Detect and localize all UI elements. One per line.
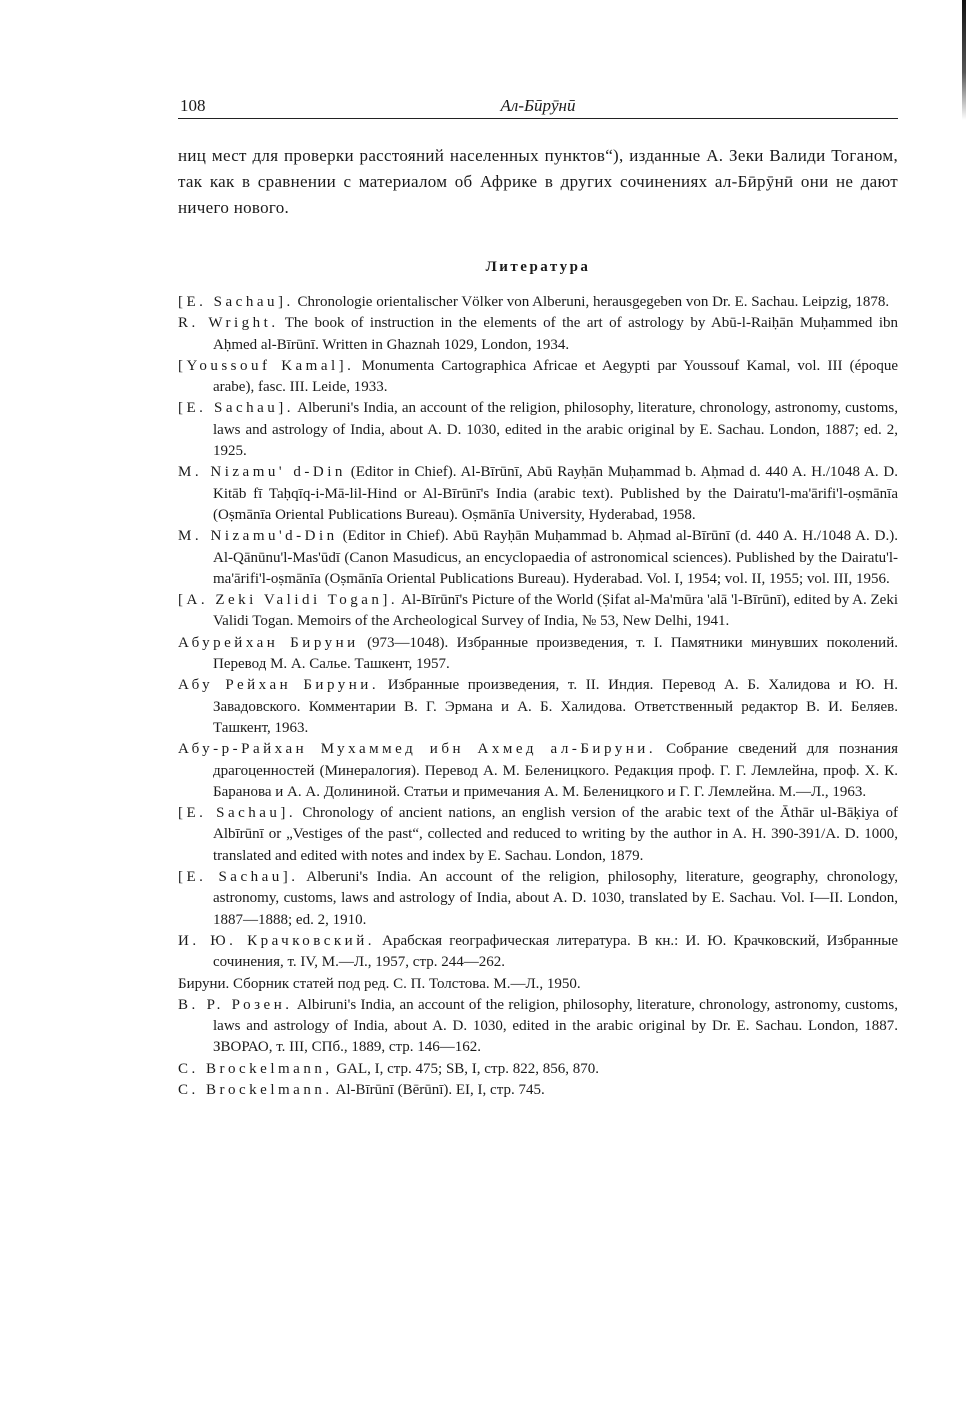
entry-author: M. Nizamu' d-Din: [178, 464, 346, 481]
entry-author: И. Ю. Крачковский.: [178, 932, 375, 949]
section-title: Литература: [485, 259, 591, 275]
entry-text: Арабская географическая литература. В кн.: И. Ю. Крачковский, Избранные сочинения, т. IV, М.—Л., 1957, стр. 244—262.: [213, 932, 898, 971]
entry-author: [Youssouf Kamal].: [178, 357, 355, 374]
entry-author: M. Nizamu'd-Din: [178, 528, 338, 545]
entry-text: (973—1048). Избранные произведения, т. I. Памятники минувших поколений. Перевод М. А. Салье. Ташкент, 1957.: [213, 634, 898, 673]
page-number: 108: [180, 96, 206, 115]
book-page: [178, 92, 898, 1101]
bibliography-entry: [178, 995, 898, 1059]
bibliography-entry: [178, 867, 898, 931]
bibliography-entry: [178, 313, 898, 356]
entry-author: [E. Sachau].: [178, 869, 299, 886]
entry-text: Chronology of ancient nations, an english version of the arabic text of the Āthār ul-Bāḳiya of Albīrūnī or „Vestiges of the past“, collected and reduced to writing by the author in A. H. 390-391/A. D. 1000, translated and edited with notes and index by E. Sachau. London, 1879.: [213, 805, 899, 864]
bibliography-entry: [178, 1059, 898, 1080]
bibliography-entry: [178, 356, 898, 399]
entry-author: [E. Sachau].: [178, 294, 294, 310]
entry-text: Alberuni's India, an account of the religion, philosophy, literature, chronology, astronomy, customs, laws and astrology of India, about A. D. 1030, edited in the arabic original by E. Sachau. London, 1887; ed. 2, 1925.: [213, 400, 898, 460]
entry-text: Albiruni's India, an account of the religion, philosophy, literature, chronology, astronomy, customs, laws and astrology of India, about A. D. 1030, edited in the arabic original by Dr. E. Sachau. London, 1887. ЗВОРАО, т. III, СПб., 1889, стр. 146—162.: [213, 996, 898, 1056]
entry-text: The book of instruction in the elements of the art of astrology by Abū-l-Raiḥān Muḥammed ibn Aḥmed al-Bīrūnī. Written in Ghaznah 1029, London, 1934.: [213, 315, 899, 353]
entry-author: Абу-р-Райхан Мухаммед ибн Ахмед ал-Бируни.: [178, 741, 657, 758]
entry-text: Избранные произведения, т. II. Индия. Перевод А. Б. Халидова и Ю. Н. Завадовского. Комментарии В. Г. Эрмана и А. Б. Халидова. Ответственный редактор В. И. Беляев. Ташкент, 1963.: [213, 677, 898, 736]
entry-author: C. Brockelmann.: [178, 1081, 333, 1098]
bibliography-entry: [178, 974, 898, 995]
entry-author: C. Brockelmann,: [178, 1060, 333, 1077]
bibliography-entry: [178, 803, 898, 867]
bibliography-entry: [178, 398, 898, 462]
entry-text: Бируни. Сборник статей под ред. С. П. Толстова. М.—Л., 1950.: [178, 975, 581, 992]
page-header: [178, 92, 898, 119]
entry-text: (Editor in Chief). Al-Bīrūnī, Abū Rayḥān Muḥammad b. Aḥmad d. 440 A. H./1048 A. D. Kitāb fī Taḥqīq-i-Mā-lil-Hind or Al-Bīrūnī's India (arabic text). Published by the Dairatu'l-ma'ārifi'l-oṣmānīa (Oṣmānīa Oriental Publications Bureau). Oṣmānīa University, Hyderabad, 1958.: [213, 464, 898, 523]
bibliography-list: [178, 292, 898, 1101]
entry-author: [A. Zeki Validi Togan].: [178, 592, 399, 609]
entry-author: Абурейхан Бируни: [178, 634, 359, 651]
running-title: Ал-Бӣрӯнӣ: [500, 96, 576, 115]
entry-text: Al-Bīrūnī (Bērūnī). EI, I, стр. 745.: [332, 1081, 545, 1098]
entry-text: (Editor in Chief). Abū Rayḥān Muḥammad b. Aḥmad al-Bīrūnī (d. 440 A. H./1048 A. D.). Al-Qānūnu'l-Mas'ūdī (Canon Masudicus, an encyclopaedia of astronomical sciences). Published by the Dairatu'l-ma'ārifi'l-oṣmānīa (Oṣmānīa Oriental Publications Bureau). Hyderabad. Vol. I, 1954; vol. II, 1955; vol. III, 1956.: [213, 528, 898, 587]
entry-author: R. Wright.: [178, 315, 279, 332]
bibliography-entry: [178, 739, 898, 803]
entry-text: Monumenta Cartographica Africae et Aegypti par Youssouf Kamal, vol. III (époque arabe), fasc. III. Leide, 1933.: [213, 357, 898, 396]
entry-author: В. Р. Розен.: [178, 996, 293, 1013]
bibliography-entry: [178, 462, 898, 526]
entry-text: Alberuni's India. An account of the religion, philosophy, literature, geography, chronology, astronomy, customs, laws and astrology of India, about A. D. 1030, translated by E. Sachau. Vol. I—II. London, 1887—1888; ed. 2, 1910.: [213, 869, 898, 928]
bibliography-entry: [178, 590, 898, 633]
entry-text: Собрание сведений для познания драгоценностей (Минералогия). Перевод А. М. Беленицкого. Редакция проф. Г. Г. Лемлейна, проф. Х. К. Баранова и А. А. Долининой. Статьи и примечания А. М. Беленицкого и Г. Г. Лемлейна. М.—Л., 1963.: [213, 741, 898, 800]
bibliography-entry: [178, 292, 898, 313]
entry-text: Al-Bīrūnī's Picture of the World (Ṣifat al-Ma'mūra 'alā 'l-Bīrūnī), edited by A. Zeki Validi Togan. Memoirs of the Archeological Survey of India, № 53, New Delhi, 1941.: [213, 592, 898, 630]
entry-author: [E. Sachau].: [178, 400, 295, 417]
bibliography-entry: [178, 931, 898, 974]
bibliography-entry: [178, 1080, 898, 1101]
entry-text: GAL, I, стр. 475; SB, I, стр. 822, 856, 870.: [332, 1060, 599, 1077]
intro-paragraph: ниц мест для проверки расстояний населенных пунктов“), изданные А. Зеки Валиди Тоганом, так как в сравнении с материалом об Африке в других сочинениях ал-Бӣрӯнӣ они не дают ничего нового.: [178, 146, 898, 217]
scan-edge-shadow: [962, 0, 966, 120]
entry-author: [E. Sachau].: [178, 805, 297, 822]
bibliography-entry: [178, 675, 898, 739]
bibliography-entry: [178, 633, 898, 676]
entry-text: Chronologie orientalischer Völker von Alberuni, herausgegeben von Dr. E. Sachau. Leipzig, 1878.: [293, 294, 890, 310]
bibliography-entry: [178, 526, 898, 590]
entry-author: Абу Рейхан Бируни.: [178, 677, 380, 694]
